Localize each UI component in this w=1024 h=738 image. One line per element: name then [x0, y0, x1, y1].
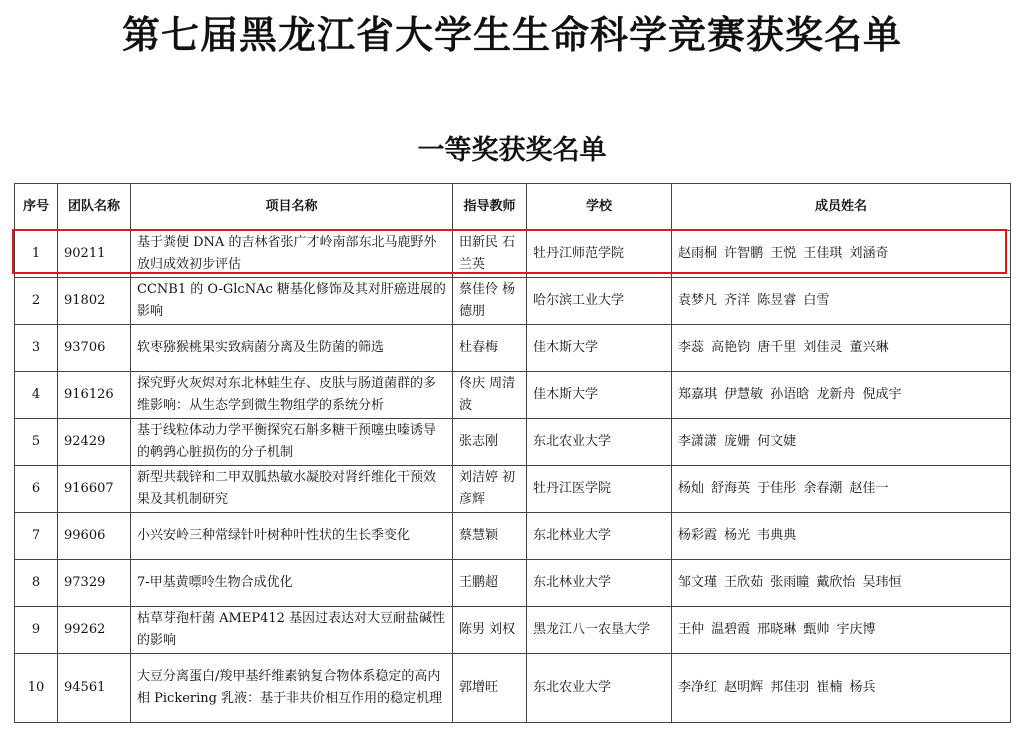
- cell-members: 郑嘉琪 伊慧敏 孙语晗 龙新舟 倪成宇: [672, 372, 1011, 419]
- cell-advisor: 张志刚: [453, 419, 527, 466]
- cell-project: 大豆分离蛋白/羧甲基纤维素钠复合物体系稳定的高内相 Pickering 乳液：基于非共价相互作用的稳定机理: [131, 654, 453, 723]
- cell-index: 3: [15, 325, 58, 372]
- cell-members: 杨灿 舒海英 于佳彤 余春潮 赵佳一: [672, 466, 1011, 513]
- cell-school: 东北林业大学: [527, 560, 672, 607]
- cell-team: 99262: [58, 607, 131, 654]
- cell-project: 7-甲基黄嘌呤生物合成优化: [131, 560, 453, 607]
- cell-school: 佳木斯大学: [527, 325, 672, 372]
- header-index: 序号: [15, 184, 58, 231]
- cell-members: 赵雨桐 许智鹏 王悦 王佳琪 刘涵奇: [672, 231, 1011, 278]
- table-row: [15, 654, 1011, 723]
- page-title: 第七届黑龙江省大学生生命科学竞赛获奖名单: [121, 13, 902, 57]
- cell-advisor: 蔡慧颖: [453, 513, 527, 560]
- table-row: [15, 419, 1011, 466]
- cell-project: 枯草芽孢杆菌 AMEP412 基因过表达对大豆耐盐碱性的影响: [131, 607, 453, 654]
- header-school: 学校: [527, 184, 672, 231]
- cell-members: 王仲 温碧霞 邢晓琳 甄帅 宇庆博: [672, 607, 1011, 654]
- cell-index: 6: [15, 466, 58, 513]
- cell-project: 基于粪便 DNA 的吉林省张广才岭南部东北马鹿野外放归成效初步评估: [131, 231, 453, 278]
- cell-index: 10: [15, 654, 58, 723]
- award-table: [14, 183, 1011, 723]
- cell-advisor: 陈男 刘权: [453, 607, 527, 654]
- cell-advisor: 郭增旺: [453, 654, 527, 723]
- cell-team: 90211: [58, 231, 131, 278]
- cell-project: 软枣猕猴桃果实致病菌分离及生防菌的筛选: [131, 325, 453, 372]
- header-project: 项目名称: [131, 184, 453, 231]
- cell-project: 探究野火灰烬对东北林蛙生存、皮肤与肠道菌群的多维影响：从生态学到微生物组学的系统分析: [131, 372, 453, 419]
- table-row: [15, 372, 1011, 419]
- cell-school: 哈尔滨工业大学: [527, 278, 672, 325]
- cell-team: 916126: [58, 372, 131, 419]
- table-row: [15, 607, 1011, 654]
- cell-index: 2: [15, 278, 58, 325]
- cell-members: 邹文瑾 王欣茹 张雨瞳 戴欣怡 吴玮恒: [672, 560, 1011, 607]
- section-title: 一等奖获奖名单: [417, 135, 607, 166]
- cell-team: 99606: [58, 513, 131, 560]
- cell-index: 4: [15, 372, 58, 419]
- cell-school: 黑龙江八一农垦大学: [527, 607, 672, 654]
- cell-advisor: 田新民 石兰英: [453, 231, 527, 278]
- table-row: [15, 513, 1011, 560]
- cell-team: 916607: [58, 466, 131, 513]
- cell-members: 杨彩霞 杨光 韦典典: [672, 513, 1011, 560]
- cell-project: 新型共载锌和二甲双胍热敏水凝胶对肾纤维化干预效果及其机制研究: [131, 466, 453, 513]
- cell-project: 基于线粒体动力学平衡探究石斛多糖干预噻虫嗪诱导的鹌鹑心脏损伤的分子机制: [131, 419, 453, 466]
- cell-school: 牡丹江师范学院: [527, 231, 672, 278]
- header-team: 团队名称: [58, 184, 131, 231]
- cell-index: 9: [15, 607, 58, 654]
- cell-project: CCNB1 的 O-GlcNAc 糖基化修饰及其对肝癌进展的影响: [131, 278, 453, 325]
- cell-team: 91802: [58, 278, 131, 325]
- cell-advisor: 刘洁婷 初彦辉: [453, 466, 527, 513]
- cell-members: 李蕊 高艳钧 唐千里 刘佳灵 董兴琳: [672, 325, 1011, 372]
- cell-members: 李潇潇 庞姗 何文婕: [672, 419, 1011, 466]
- cell-project: 小兴安岭三种常绿针叶树种叶性状的生长季变化: [131, 513, 453, 560]
- table-header-row: [15, 184, 1011, 231]
- cell-school: 东北农业大学: [527, 654, 672, 723]
- cell-index: 7: [15, 513, 58, 560]
- table-row: [15, 278, 1011, 325]
- header-advisor: 指导教师: [453, 184, 527, 231]
- cell-team: 97329: [58, 560, 131, 607]
- cell-advisor: 王鹏超: [453, 560, 527, 607]
- table-row: [15, 560, 1011, 607]
- cell-members: 袁梦凡 齐洋 陈昱睿 白雪: [672, 278, 1011, 325]
- cell-members: 李净红 赵明辉 邦佳羽 崔楠 杨兵: [672, 654, 1011, 723]
- cell-advisor: 杜春梅: [453, 325, 527, 372]
- cell-index: 8: [15, 560, 58, 607]
- header-members: 成员姓名: [672, 184, 1011, 231]
- cell-advisor: 佟庆 周清波: [453, 372, 527, 419]
- table-row: [15, 466, 1011, 513]
- cell-team: 93706: [58, 325, 131, 372]
- cell-school: 佳木斯大学: [527, 372, 672, 419]
- cell-school: 牡丹江医学院: [527, 466, 672, 513]
- table-row: [15, 231, 1011, 278]
- cell-team: 92429: [58, 419, 131, 466]
- cell-index: 1: [15, 231, 58, 278]
- cell-index: 5: [15, 419, 58, 466]
- table-row: [15, 325, 1011, 372]
- cell-team: 94561: [58, 654, 131, 723]
- cell-advisor: 蔡佳伶 杨德朋: [453, 278, 527, 325]
- cell-school: 东北农业大学: [527, 419, 672, 466]
- cell-school: 东北林业大学: [527, 513, 672, 560]
